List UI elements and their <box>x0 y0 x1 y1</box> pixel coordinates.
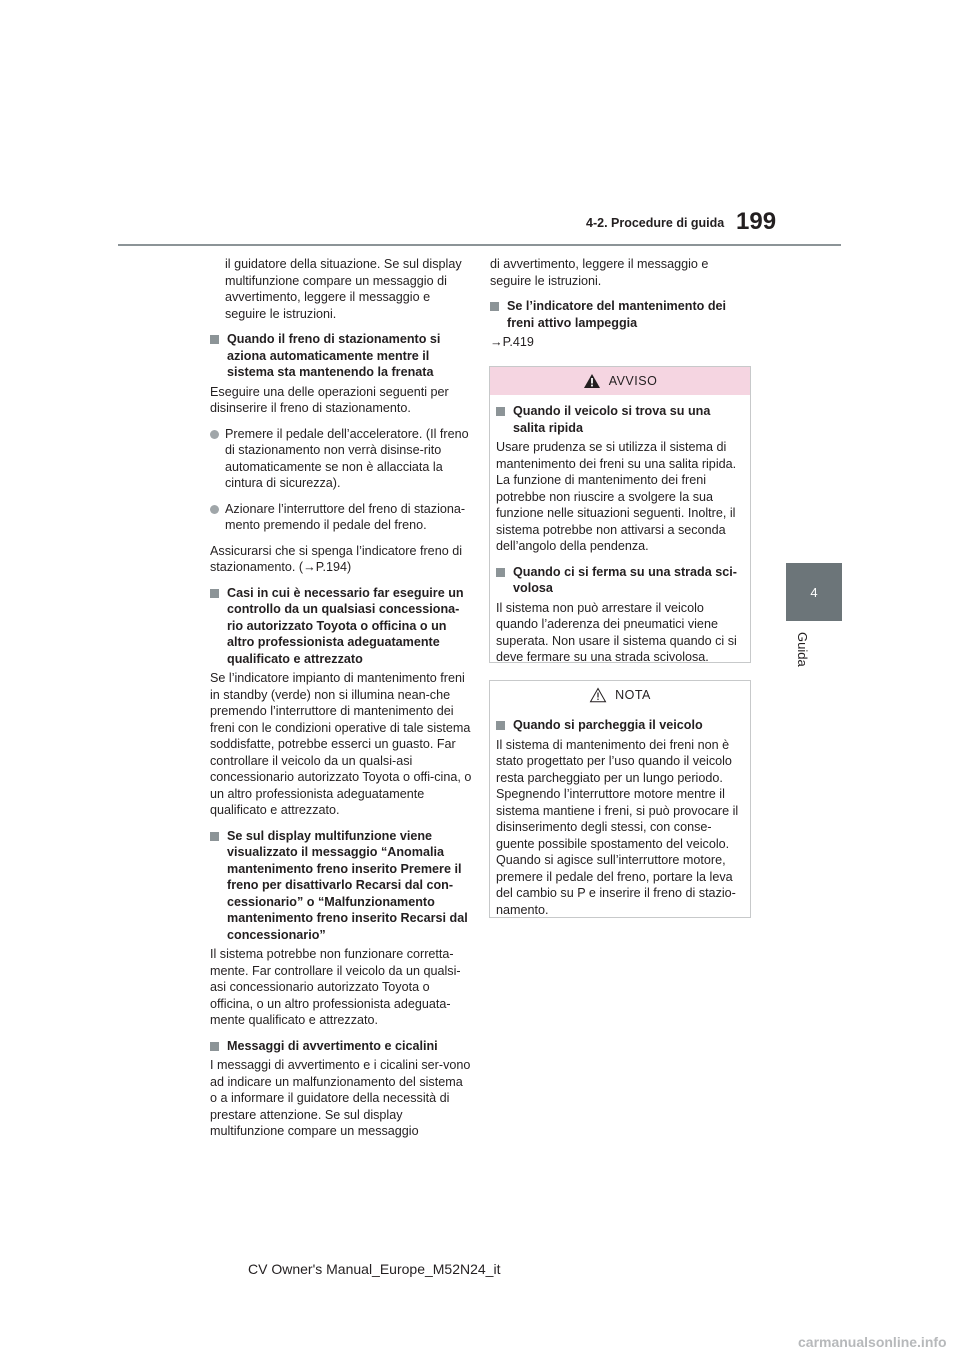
square-bullet-icon <box>496 407 505 416</box>
heading-text: Se sul display multifunzione viene visualizzato il messaggio “Anomalia mantenimento freno inserito Premere il freno per disattivarlo Recarsi dal con-cessionario” o “Malfunzionamento mantenimento freno inserito Recarsi dal concessionario” <box>227 828 468 942</box>
heading-text: Messaggi di avvertimento e cicalini <box>227 1038 438 1053</box>
section-heading <box>496 403 744 436</box>
note-box <box>489 680 751 918</box>
round-bullet-icon <box>210 505 219 514</box>
section-heading <box>210 331 472 381</box>
section-heading <box>210 585 472 668</box>
section-header: 4-2. Procedure di guida <box>586 216 725 230</box>
paragraph: Il sistema potrebbe non funzionare corretta-mente. Far controllare il veicolo da un qualsi-asi concessionario autorizzato Toyota o officina, o un altro professionista adeguata-mente qualificato e attrezzato. <box>210 947 461 1027</box>
square-bullet-icon <box>490 302 499 311</box>
heading-text: Se l’indicatore del mantenimento dei freni attivo lampeggia <box>507 299 727 330</box>
heading-text: Quando il freno di stazionamento si aziona automaticamente mentre il sistema sta mantenendo la frenata <box>227 332 441 379</box>
page-reference-link[interactable]: P.419 <box>502 335 534 349</box>
watermark: carmanualsonline.info <box>798 1334 947 1350</box>
paragraph: Il sistema non può arrestare il veicolo quando l’aderenza dei pneumatici viene superata. Non usare il sistema quando ci si deve fermare su una strada scivolosa. <box>496 600 737 664</box>
paragraph: Usare prudenza se si utilizza il sistema di mantenimento dei freni su una salita ripida. La funzione di mantenimento dei freni potrebbe non riuscire a svolgere la sua funzione nelle situazioni seguenti. Inoltre, il sistema potrebbe non attivarsi a seconda dell’angolo della pendenza. <box>496 440 737 553</box>
section-heading <box>496 564 744 597</box>
warning-triangle-icon <box>583 373 601 389</box>
heading-text: Quando si parcheggia il veicolo <box>513 718 703 732</box>
bullet-text: Premere il pedale dell’acceleratore. (Il freno di stazionamento non verrà disinse-rito automaticamente se non è allacciata la cintura di sicurezza). <box>225 426 469 490</box>
square-bullet-icon <box>210 335 219 344</box>
header-divider <box>118 244 841 246</box>
chapter-label: Guida <box>795 632 810 667</box>
section-heading <box>210 1038 472 1055</box>
bullet-item <box>210 501 472 534</box>
text-fragment: Assicurarsi che si spenga l’indicatore freno di stazionamento. ( <box>210 543 462 574</box>
paragraph: I messaggi di avvertimento e i cicalini ser-vono ad indicare un malfunzionamento del sistema o a informare il guidatore della necessità di prestare attenzione. Se sul display multifunzione compare un messaggio <box>210 1058 471 1138</box>
heading-text: Casi in cui è necessario far eseguire un controllo da un qualsiasi concessiona-rio autorizzato Toyota o officina o un altro professionista adeguatamente qualificato e attrezzato <box>227 585 464 666</box>
square-bullet-icon <box>210 832 219 841</box>
section-heading <box>496 717 744 734</box>
right-column <box>490 256 752 360</box>
round-bullet-icon <box>210 430 219 439</box>
page-reference-link[interactable]: P.194 <box>315 560 347 574</box>
square-bullet-icon <box>496 568 505 577</box>
arrow-icon: → <box>490 335 503 349</box>
bullet-item <box>210 426 472 492</box>
square-bullet-icon <box>210 589 219 598</box>
warning-box-header <box>490 367 750 395</box>
intro-paragraph: il guidatore della situazione. Se sul display multifunzione compare un messaggio di avvertimento, leggere il messaggio e seguire le istruzioni. <box>225 257 462 321</box>
square-bullet-icon <box>496 721 505 730</box>
text-fragment: ) <box>347 560 352 574</box>
page-reference <box>490 334 752 351</box>
footer-text: CV Owner's Manual_Europe_M52N24_it <box>248 1261 501 1277</box>
section-heading <box>210 828 472 944</box>
paragraph: Il sistema di mantenimento dei freni non è stato progettato per l’uso quando il veicolo resta parcheggiato per un lungo periodo. Spegnendo l’interruttore motore mentre il sistema mantiene i freni, si può provocare il disinserimento degli stessi, con conse-guente possibile spostamento del veicolo. Quando si agisce sull’interruttore motore, premere il pedale del freno, portare la leva del cambio su P e inserire il freno di stazio-namento. <box>496 737 739 917</box>
heading-text: Quando il veicolo si trova su una salita ripida <box>513 404 711 435</box>
square-bullet-icon <box>210 1042 219 1051</box>
chapter-tab <box>786 563 842 621</box>
heading-text: Quando ci si ferma su una strada sci-volosa <box>513 564 737 595</box>
chapter-number: 4 <box>810 584 818 600</box>
note-box-title: NOTA <box>615 687 651 702</box>
bullet-text: Azionare l’interruttore del freno di staziona-mento premendo il pedale del freno. <box>225 501 466 532</box>
arrow-icon: → <box>303 560 316 574</box>
page-number: 199 <box>736 208 777 235</box>
caution-triangle-icon <box>589 687 607 703</box>
paragraph: Se l’indicatore impianto di mantenimento freni in standby (verde) non si illumina nean-che premendo l’interruttore di mantenimento dei freni con le condizioni operative di tale sistema soddisfatte, potrebbe esserci un guasto. Far controllare il veicolo da un qualsi-asi concessionario autorizzato Toyota o offi-cina, o un altro professionista adeguatamente qualificato e attrezzato. <box>210 671 472 817</box>
warning-box-title: AVVISO <box>608 373 658 388</box>
paragraph: Eseguire una delle operazioni seguenti per disinserire il freno di stazionamento. <box>210 384 449 415</box>
left-column <box>210 256 472 1149</box>
section-heading <box>490 298 752 331</box>
note-box-header <box>490 681 750 709</box>
paragraph: di avvertimento, leggere il messaggio e seguire le istruzioni. <box>490 257 709 288</box>
paragraph <box>210 543 472 576</box>
warning-box <box>489 366 751 663</box>
